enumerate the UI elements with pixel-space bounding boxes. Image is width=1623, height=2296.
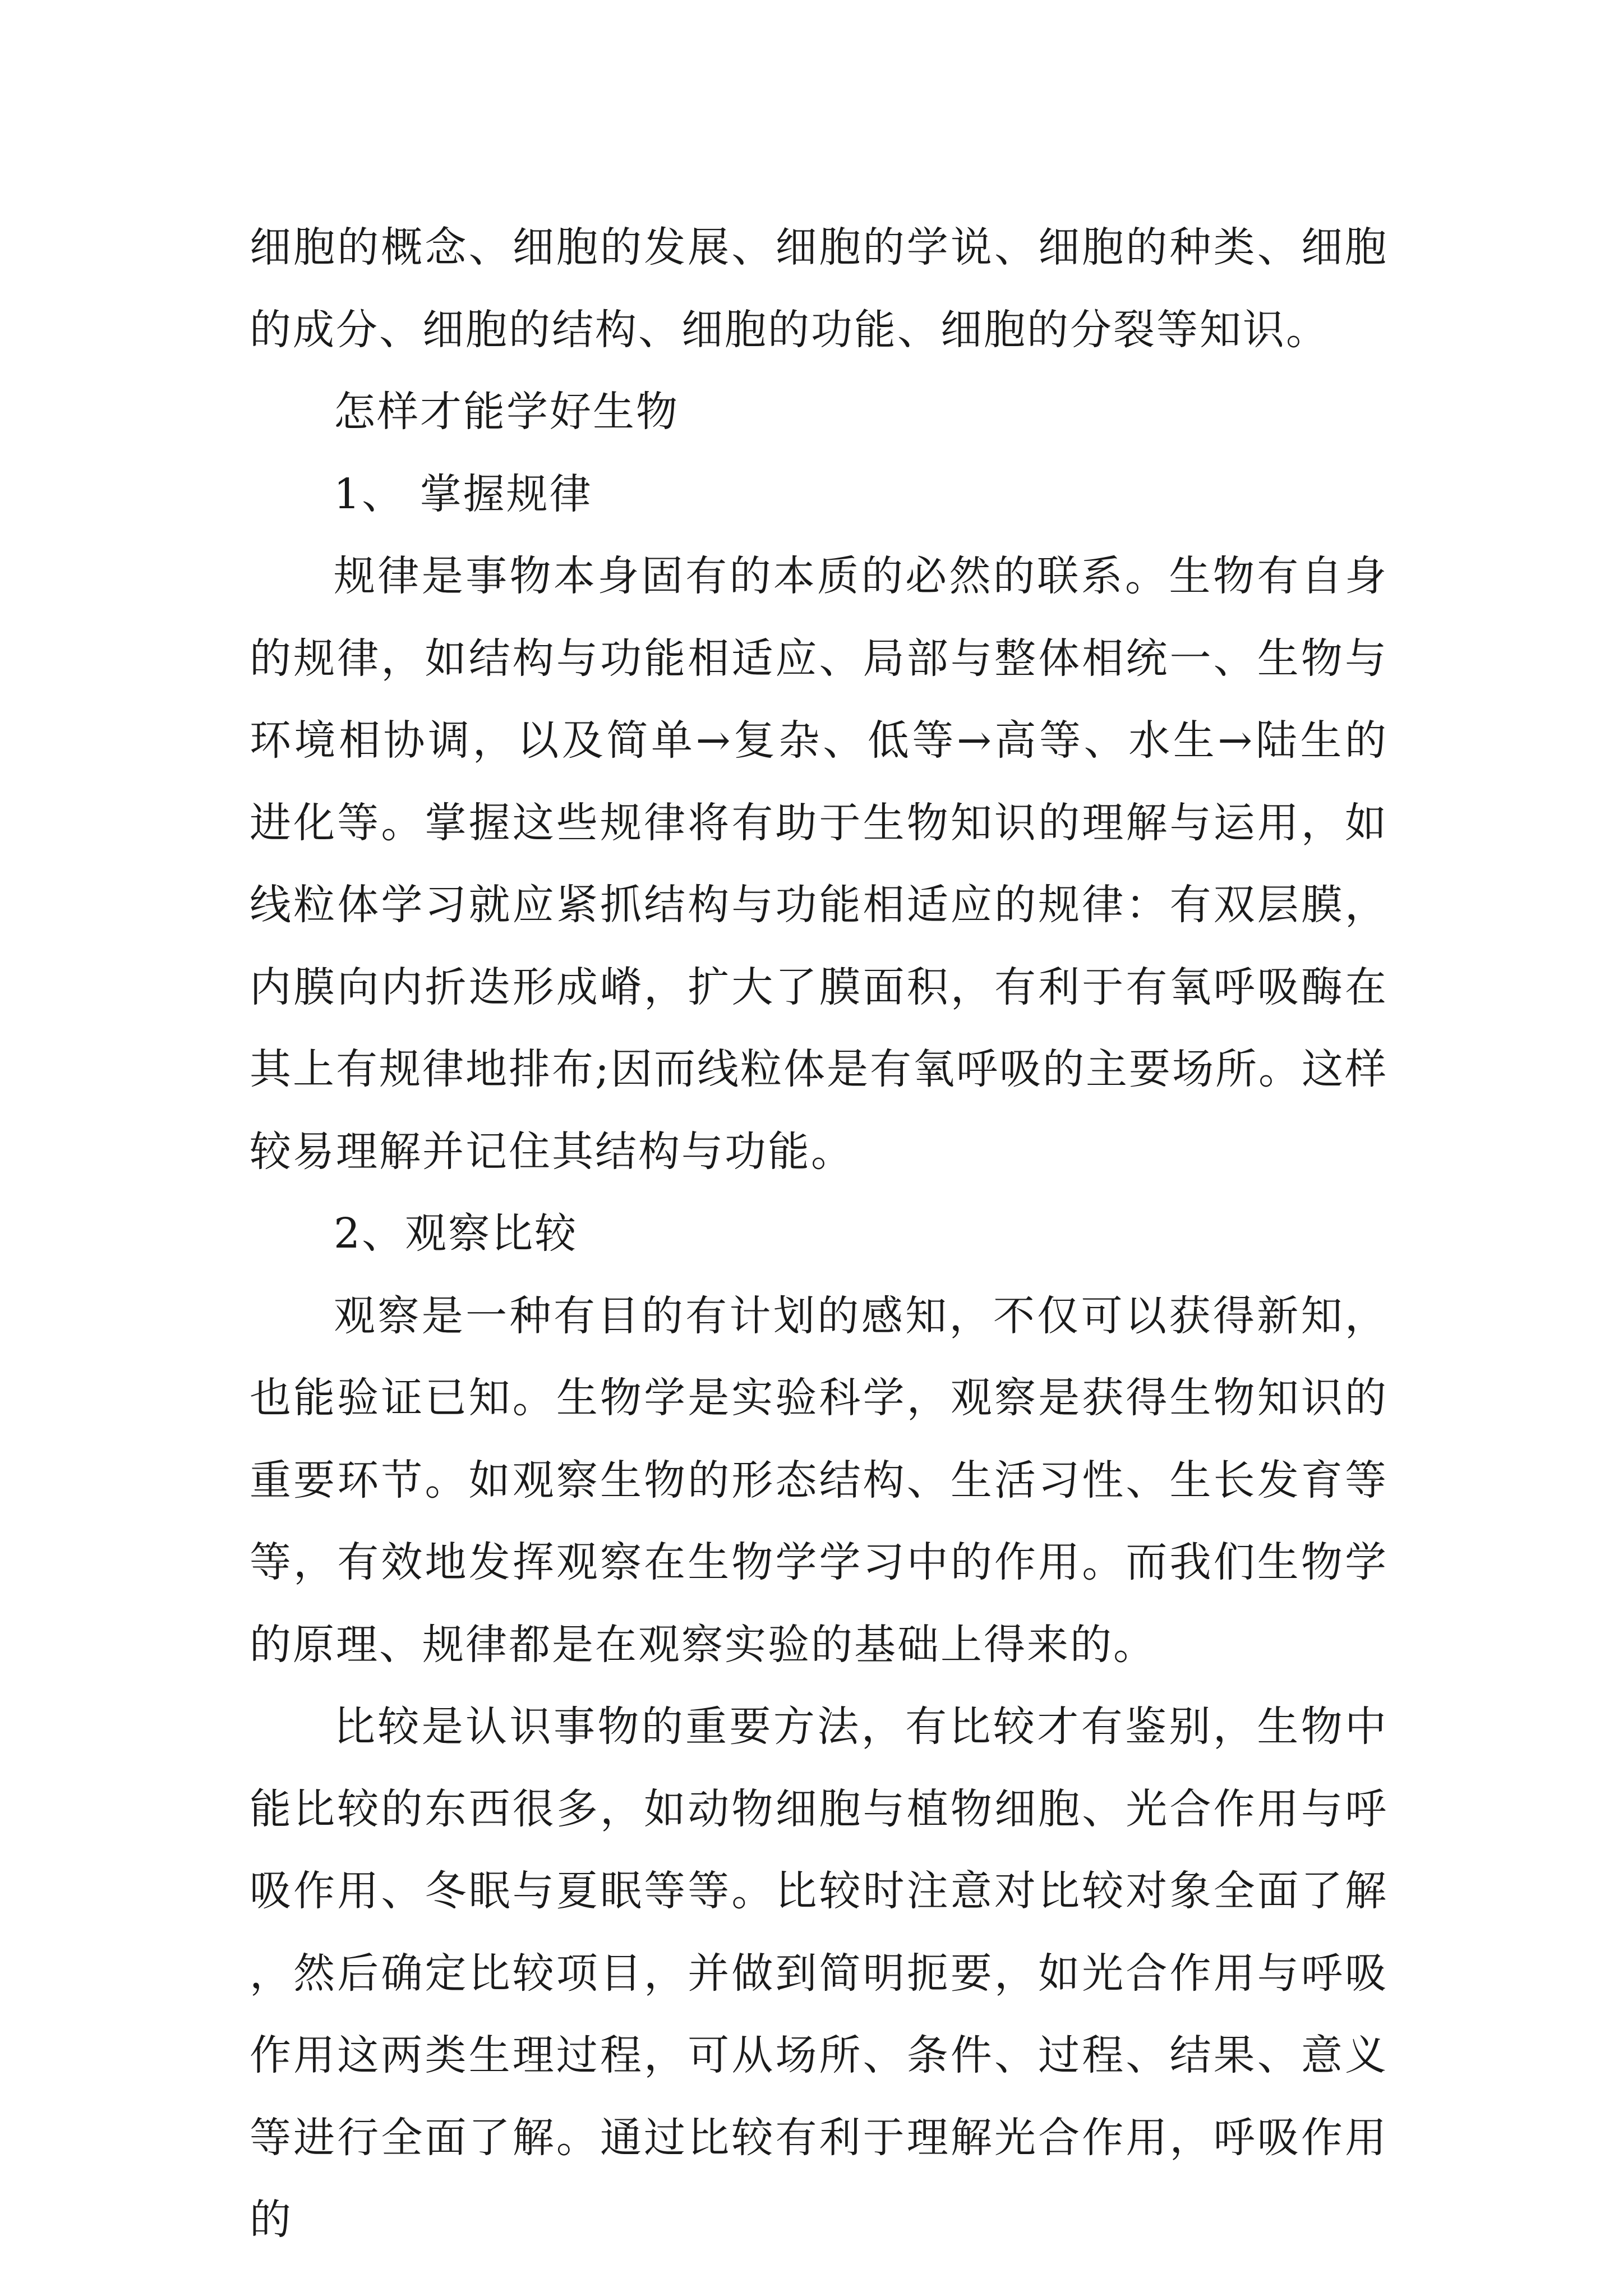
paragraph-rules: 规律是事物本身固有的本质的必然的联系。生物有自身的规律，如结构与功能相适应、局部与整体相统一、生物与环境相协调，以及简单→复杂、低等→高等、水生→陆生的进化等。掌握这些规律将有助于生物知识的理解与运用，如线粒体学习就应紧抓结构与功能相适应的规律：有双层膜，内膜向内折迭形成嵴，扩大了膜面积，有利于有氧呼吸酶在其上有规律地排布;因而线粒体是有氧呼吸的主要场所。这样较易理解并记住其结构与功能。 (250, 552, 1388, 1176)
paragraph-observation: 观察是一种有目的有计划的感知，不仅可以获得新知，也能验证已知。生物学是实验科学，观察是获得生物知识的重要环节。如观察生物的形态结构、生活习性、生长发育等等，有效地发挥观察在生物学学习中的作用。而我们生物学的原理、规律都是在观察实验的基础上得来的。 (250, 1291, 1388, 1669)
paragraph-comparison: 比较是认识事物的重要方法，有比较才有鉴别，生物中能比较的东西很多，如动物细胞与植物细胞、光合作用与呼吸作用、冬眠与夏眠等等。比较时注意对比较对象全面了解，然后确定比较项目，并做到简明扼要，如光合作用与呼吸作用这两类生理过程，可从场所、条件、过程、结果、意义等进行全面了解。通过比较有利于理解光合作用，呼吸作用的 (250, 1703, 1388, 2244)
paragraph-cell-topics: 细胞的概念、细胞的发展、细胞的学说、细胞的种类、细胞的成分、细胞的结构、细胞的功能、细胞的分裂等知识。 (250, 223, 1388, 354)
section-heading-observe-compare: 2、观察比较 (334, 1209, 578, 1258)
section-heading-how-to-learn: 怎样才能学好生物 (334, 388, 679, 436)
document-body (250, 206, 1388, 2261)
section-heading-master-rules: 1、 掌握规律 (334, 470, 593, 518)
